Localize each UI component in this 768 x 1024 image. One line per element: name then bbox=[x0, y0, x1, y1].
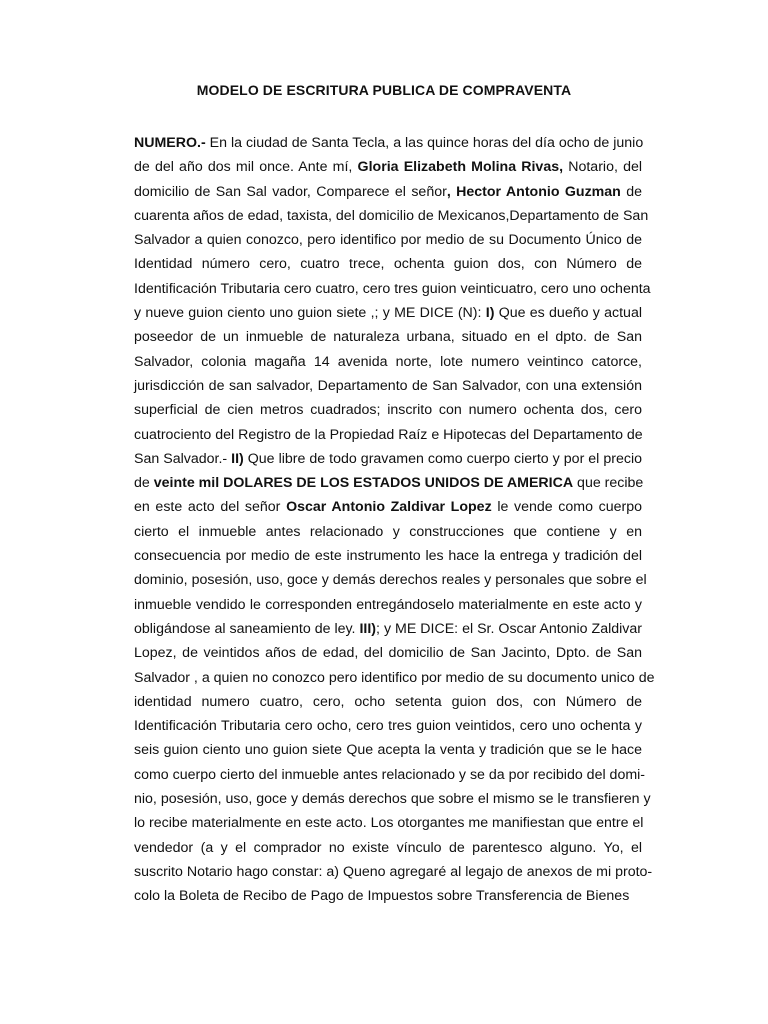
text-line bbox=[134, 787, 651, 811]
text-line bbox=[134, 447, 642, 471]
text-line bbox=[134, 593, 642, 617]
text-segment: cuarenta años de edad, taxista, del domicilio de Mexicanos,Departamento de San bbox=[134, 207, 649, 224]
text-line bbox=[134, 252, 642, 276]
text-segment: de del año dos mil once. Ante mí, bbox=[134, 159, 358, 176]
text-line bbox=[134, 204, 649, 228]
text-segment: lo recibe materialmente en este acto. Los otorgantes me manifiestan que entre el bbox=[134, 815, 644, 832]
text-line bbox=[134, 860, 653, 884]
text-line bbox=[134, 495, 642, 519]
text-line bbox=[134, 471, 642, 495]
document-title: MODELO DE ESCRITURA PUBLICA DE COMPRAVENTA bbox=[196, 82, 572, 98]
text-line bbox=[134, 228, 642, 252]
text-line bbox=[134, 811, 642, 835]
text-segment: domicilio de San Sal vador, Comparece el señor bbox=[134, 183, 447, 200]
text-line bbox=[134, 350, 642, 374]
text-segment: cuatrociento del Registro de la Propiedad Raíz e Hipotecas del Departamento de bbox=[134, 426, 643, 443]
text-segment: Salvador a quien conozco, pero identifico por medio de su Documento Único de bbox=[134, 232, 642, 249]
text-segment: Que es dueño y actual bbox=[494, 305, 642, 322]
text-segment: superficial de cien metros cuadrados; inscrito con numero ochenta dos, cero bbox=[134, 402, 642, 419]
text-line bbox=[134, 568, 647, 592]
bold-text-segment: Gloria Elizabeth Molina Rivas, bbox=[357, 159, 564, 176]
text-line bbox=[134, 374, 642, 398]
text-line bbox=[134, 325, 642, 349]
bold-text-segment: NUMERO.- bbox=[134, 135, 206, 151]
text-line bbox=[134, 277, 651, 301]
text-segment: ; y ME DICE: el Sr. Oscar Antonio Zaldivar bbox=[376, 620, 642, 637]
text-line bbox=[134, 301, 642, 325]
bold-text-segment: veinte mil DOLARES DE LOS ESTADOS UNIDOS DE AMERICA bbox=[153, 475, 574, 492]
text-segment: de bbox=[134, 475, 154, 492]
text-segment: San Salvador.- bbox=[134, 450, 232, 467]
text-segment: dominio, posesión, uso, goce y demás derechos reales y personales que sobre el bbox=[134, 572, 647, 589]
text-segment: nio, posesión, uso, goce y demás derechos que sobre el mismo se le transfieren y bbox=[134, 791, 651, 808]
text-segment: En la ciudad de Santa Tecla, a las quince horas del día ocho de junio bbox=[205, 135, 644, 151]
text-line bbox=[134, 131, 642, 155]
text-segment: como cuerpo cierto del inmueble antes relacionado y se da por recibido del domi- bbox=[134, 766, 646, 783]
bold-text-segment: I) bbox=[485, 305, 495, 322]
bold-text-segment: II) bbox=[231, 450, 244, 467]
text-line bbox=[134, 666, 655, 690]
text-segment: seis guion ciento uno guion siete Que acepta la venta y tradición que se le hace bbox=[134, 742, 642, 759]
text-segment: de bbox=[620, 183, 642, 200]
bold-text-segment: Oscar Antonio Zaldivar Lopez bbox=[286, 499, 492, 516]
text-segment: Identidad número cero, cuatro trece, ochenta guion dos, con Número de bbox=[134, 256, 642, 273]
bold-text-segment: III) bbox=[359, 620, 377, 637]
text-line bbox=[134, 641, 642, 665]
text-segment: Identificación Tributaria cero cuatro, cero tres guion veinticuatro, cero uno ochenta bbox=[134, 280, 651, 297]
text-segment: suscrito Notario hago constar: a) Queno agregaré al legajo de anexos de mi proto- bbox=[134, 863, 653, 880]
text-line bbox=[134, 544, 642, 568]
document-body bbox=[134, 131, 655, 909]
text-line bbox=[134, 617, 642, 641]
text-line bbox=[134, 423, 642, 447]
text-segment: Salvador , a quien no conozco pero identifico por medio de su documento unico de bbox=[134, 669, 655, 686]
text-line bbox=[134, 763, 646, 787]
text-segment: Lopez, de veintidos años de edad, del domicilio de San Jacinto, Dpto. de San bbox=[134, 645, 642, 662]
text-segment: colo la Boleta de Recibo de Pago de Impuestos sobre Transferencia de Bienes bbox=[134, 888, 630, 905]
text-segment: inmueble vendido le corresponden entregándoselo materialmente en este acto y bbox=[134, 596, 642, 613]
text-line bbox=[134, 398, 642, 422]
text-segment: le vende como cuerpo bbox=[491, 499, 643, 516]
text-segment: vendedor (a y el comprador no existe vínculo de parentesco alguno. Yo, el bbox=[134, 839, 642, 856]
text-line bbox=[134, 836, 642, 860]
text-segment: Notario, del bbox=[563, 159, 643, 176]
text-segment: y nueve guion ciento uno guion siete ,; y ME DICE (N): bbox=[134, 305, 486, 322]
text-line bbox=[134, 520, 642, 544]
text-line bbox=[134, 884, 642, 908]
text-segment: poseedor de un inmueble de naturaleza urbana, situado en el dpto. de San bbox=[134, 329, 642, 346]
text-line bbox=[134, 738, 642, 762]
text-segment: Que libre de todo gravamen como cuerpo cierto y por el precio bbox=[243, 450, 642, 467]
text-segment: que recibe bbox=[573, 475, 644, 492]
text-line bbox=[134, 180, 642, 204]
text-line bbox=[134, 714, 642, 738]
bold-text-segment: , Hector Antonio Guzman bbox=[446, 183, 621, 200]
text-segment: identidad numero cuatro, cero, ocho setenta guion dos, con Número de bbox=[134, 693, 642, 710]
text-segment: Salvador, colonia magaña 14 avenida norte, lote numero veintinco catorce, bbox=[134, 353, 642, 370]
text-segment: jurisdicción de san salvador, Departamento de San Salvador, con una extensión bbox=[134, 377, 642, 394]
text-segment: cierto el inmueble antes relacionado y construcciones que contiene y en bbox=[134, 523, 642, 540]
text-segment: consecuencia por medio de este instrumento les hace la entrega y tradición del bbox=[134, 548, 642, 565]
text-line bbox=[134, 690, 642, 714]
text-line bbox=[134, 155, 642, 179]
text-segment: obligándose al saneamiento de ley. bbox=[134, 620, 360, 637]
text-segment: Identificación Tributaria cero ocho, cero tres guion veintidos, cero uno ochenta y bbox=[134, 718, 642, 735]
text-segment: en este acto del señor bbox=[134, 499, 287, 516]
